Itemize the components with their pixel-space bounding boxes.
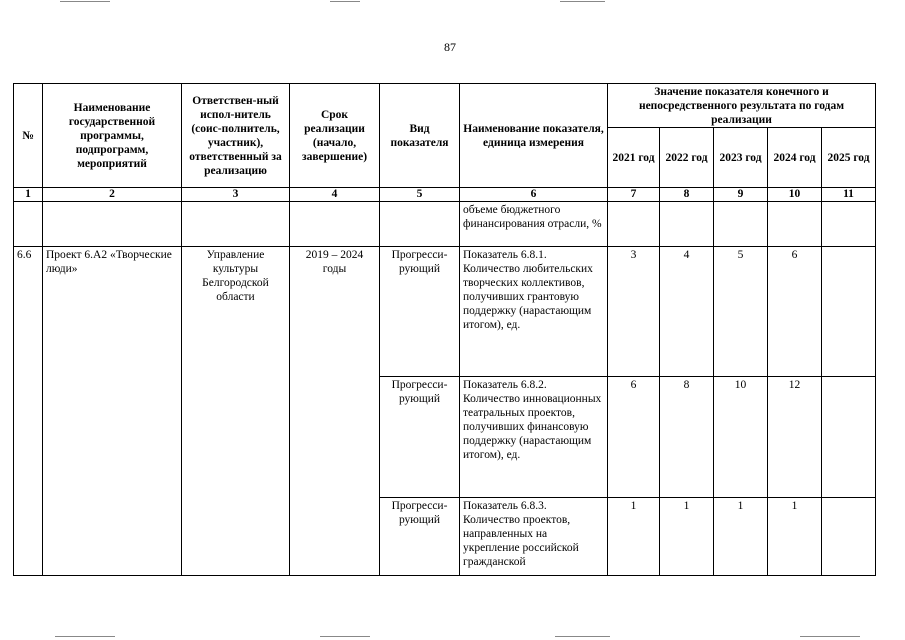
page-number: 87 — [444, 40, 456, 54]
header-row-1 — [14, 84, 876, 128]
header-number: № — [14, 84, 43, 188]
indicator-value: 1 — [714, 498, 768, 576]
indicator-value: 6 — [768, 247, 822, 377]
scan-artifact — [555, 636, 610, 637]
indicator-name: Показатель 6.8.2. Количество инновационных театральных проектов, получивших финансовую поддержку (нарастающим итогом), ед. — [460, 377, 608, 498]
indicator-name: Показатель 6.8.1. Количество любительских творческих коллективов, получивших грантовую поддержку (нарастающим итогом), ед. — [460, 247, 608, 377]
indicator-type: Прогресси-рующий — [380, 498, 460, 576]
indicator-value: 1 — [660, 498, 714, 576]
indicator-value: 5 — [714, 247, 768, 377]
header-year-2025: 2025 год — [822, 128, 876, 188]
indicator-value: 12 — [768, 377, 822, 498]
column-number: 7 — [608, 188, 660, 202]
column-number: 6 — [460, 188, 608, 202]
scan-artifact — [320, 636, 370, 637]
scan-artifact — [800, 636, 860, 637]
continuation-row — [14, 202, 876, 247]
indicator-value — [822, 377, 876, 498]
project-name: Проект 6.А2 «Творческие люди» — [43, 247, 182, 576]
indicator-value — [822, 247, 876, 377]
column-number: 1 — [14, 188, 43, 202]
header-indicator-name: Наименование показателя, единица измерения — [460, 84, 608, 188]
indicator-value: 8 — [660, 377, 714, 498]
scan-artifact — [55, 636, 115, 637]
header-term: Срок реализации (начало, завершение) — [290, 84, 380, 188]
scan-artifact — [60, 1, 110, 2]
column-number: 9 — [714, 188, 768, 202]
header-year-2022: 2022 год — [660, 128, 714, 188]
project-number: 6.6 — [14, 247, 43, 576]
header-year-2021: 2021 год — [608, 128, 660, 188]
indicator-type: Прогресси-рующий — [380, 247, 460, 377]
header-program-name: Наименование государственной программы, подпрограмм, мероприятий — [43, 84, 182, 188]
header-indicator-type: Вид показателя — [380, 84, 460, 188]
header-year-2024: 2024 год — [768, 128, 822, 188]
indicator-row — [14, 247, 876, 377]
column-number: 4 — [290, 188, 380, 202]
header-responsible: Ответствен-ный испол-нитель (соис-полнитель, участник), ответственный за реализацию — [182, 84, 290, 188]
column-number: 11 — [822, 188, 876, 202]
project-responsible: Управление культуры Белгородской области — [182, 247, 290, 576]
column-number: 5 — [380, 188, 460, 202]
indicator-value: 10 — [714, 377, 768, 498]
column-number-row — [14, 188, 876, 202]
continuation-indicator-name: объеме бюджетного финансирования отрасли, % — [460, 202, 608, 247]
indicator-value: 4 — [660, 247, 714, 377]
column-number: 2 — [43, 188, 182, 202]
indicator-table — [13, 83, 876, 576]
column-number: 8 — [660, 188, 714, 202]
header-year-2023: 2023 год — [714, 128, 768, 188]
indicator-name: Показатель 6.8.3. Количество проектов, направленных на укрепление российской гражданской — [460, 498, 608, 576]
scan-artifact — [560, 1, 605, 2]
indicator-value: 1 — [768, 498, 822, 576]
indicator-type: Прогресси-рующий — [380, 377, 460, 498]
header-values-group: Значение показателя конечного и непосредственного результата по годам реализации — [608, 84, 876, 128]
indicator-value: 1 — [608, 498, 660, 576]
column-number: 10 — [768, 188, 822, 202]
column-number: 3 — [182, 188, 290, 202]
indicator-value — [822, 498, 876, 576]
indicator-value: 3 — [608, 247, 660, 377]
project-term: 2019 – 2024 годы — [290, 247, 380, 576]
scan-artifact — [330, 1, 360, 2]
indicator-value: 6 — [608, 377, 660, 498]
